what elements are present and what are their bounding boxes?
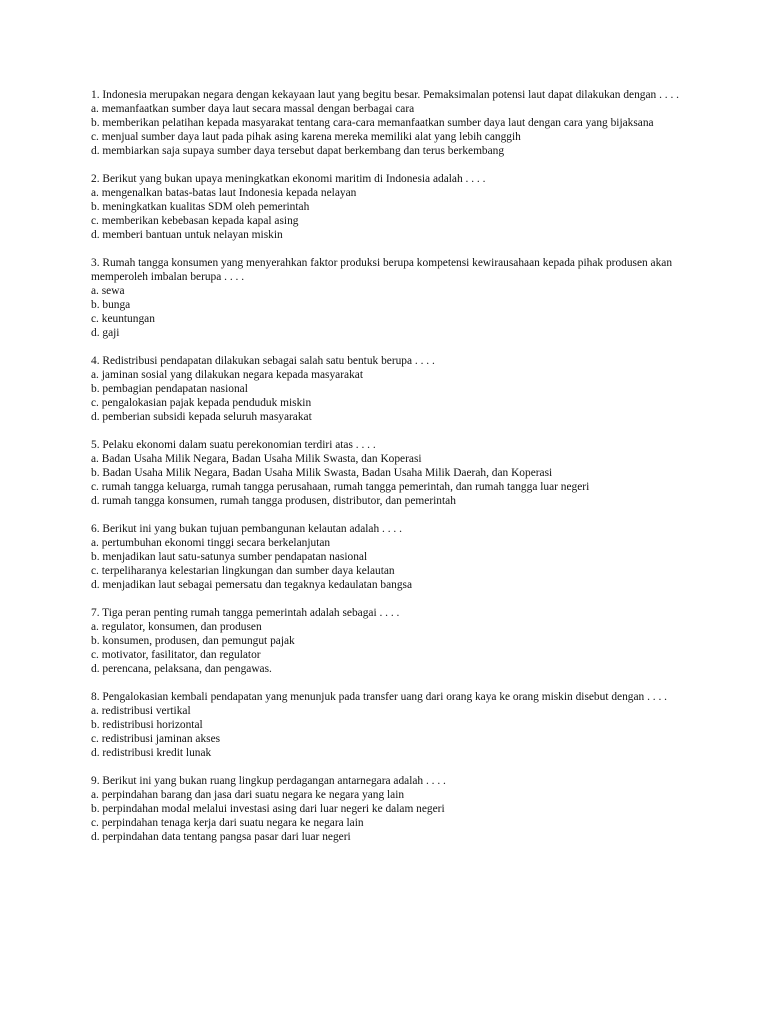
question-6 (91, 522, 711, 592)
question-stem: 3. Rumah tangga konsumen yang menyerahkan faktor produksi berupa kompetensi kewirausahaan kepada pihak produsen akan memperoleh imbalan berupa . . . . (91, 257, 673, 283)
question-4 (91, 354, 711, 424)
answer-option: a. pertumbuhan ekonomi tinggi secara berkelanjutan (91, 537, 331, 549)
question-9 (91, 774, 711, 844)
question-stem: 4. Redistribusi pendapatan dilakukan sebagai salah satu bentuk berupa . . . . (91, 355, 435, 367)
answer-option: a. Badan Usaha Milik Negara, Badan Usaha Milik Swasta, dan Koperasi (91, 453, 422, 465)
question-stem: 6. Berikut ini yang bukan tujuan pembangunan kelautan adalah . . . . (91, 523, 402, 535)
question-stem: 5. Pelaku ekonomi dalam suatu perekonomian terdiri atas . . . . (91, 439, 376, 451)
answer-option: c. motivator, fasilitator, dan regulator (91, 649, 261, 661)
answer-option: c. terpeliharanya kelestarian lingkungan dan sumber daya kelautan (91, 565, 395, 577)
answer-option: d. pemberian subsidi kepada seluruh masyarakat (91, 411, 312, 423)
answer-option: b. konsumen, produsen, dan pemungut pajak (91, 635, 295, 647)
answer-option: c. perpindahan tenaga kerja dari suatu negara ke negara lain (91, 817, 364, 829)
answer-option: b. menjadikan laut satu-satunya sumber pendapatan nasional (91, 551, 368, 563)
question-5 (91, 438, 711, 508)
answer-option: c. menjual sumber daya laut pada pihak asing karena mereka memiliki alat yang lebih canggih (91, 131, 521, 143)
question-2 (91, 172, 711, 242)
answer-option: a. perpindahan barang dan jasa dari suatu negara ke negara yang lain (91, 789, 405, 801)
answer-option: a. sewa (91, 285, 125, 297)
answer-option: d. redistribusi kredit lunak (91, 747, 212, 759)
answer-option: a. regulator, konsumen, dan produsen (91, 621, 262, 633)
answer-option: d. menjadikan laut sebagai pemersatu dan tegaknya kedaulatan bangsa (91, 579, 413, 591)
question-stem: 9. Berikut ini yang bukan ruang lingkup perdagangan antarnegara adalah . . . . (91, 775, 446, 787)
question-stem: 7. Tiga peran penting rumah tangga pemerintah adalah sebagai . . . . (91, 607, 400, 619)
answer-option: d. perpindahan data tentang pangsa pasar dari luar negeri (91, 831, 351, 843)
question-stem: 2. Berikut yang bukan upaya meningkatkan ekonomi maritim di Indonesia adalah . . . . (91, 173, 486, 185)
answer-option: b. bunga (91, 299, 131, 311)
answer-option: d. memberi bantuan untuk nelayan miskin (91, 229, 283, 241)
answer-option: a. jaminan sosial yang dilakukan negara kepada masyarakat (91, 369, 364, 381)
answer-option: a. redistribusi vertikal (91, 705, 191, 717)
answer-option: b. redistribusi horizontal (91, 719, 203, 731)
answer-option: b. memberikan pelatihan kepada masyarakat tentang cara-cara memanfaatkan sumber daya laut dengan cara yang bijaksana (91, 117, 654, 129)
question-stem: 8. Pengalokasian kembali pendapatan yang menunjuk pada transfer uang dari orang kaya ke orang miskin disebut dengan . . . . (91, 691, 668, 703)
answer-option: c. rumah tangga keluarga, rumah tangga perusahaan, rumah tangga pemerintah, dan rumah tangga luar negeri (91, 481, 590, 493)
answer-option: d. membiarkan saja supaya sumber daya tersebut dapat berkembang dan terus berkembang (91, 145, 505, 157)
question-3 (91, 256, 711, 340)
answer-option: c. redistribusi jaminan akses (91, 733, 221, 745)
question-stem: 1. Indonesia merupakan negara dengan kekayaan laut yang begitu besar. Pemaksimalan potensi laut dapat dilakukan dengan . . . . (91, 89, 680, 101)
answer-option: a. mengenalkan batas-batas laut Indonesia kepada nelayan (91, 187, 357, 199)
answer-option: b. Badan Usaha Milik Negara, Badan Usaha Milik Swasta, Badan Usaha Milik Daerah, dan Koperasi (91, 467, 553, 479)
answer-option: d. gaji (91, 327, 120, 339)
answer-option: d. rumah tangga konsumen, rumah tangga produsen, distributor, dan pemerintah (91, 495, 456, 507)
question-8 (91, 690, 711, 760)
answer-option: b. pembagian pendapatan nasional (91, 383, 248, 395)
answer-option: a. memanfaatkan sumber daya laut secara massal dengan berbagai cara (91, 103, 415, 115)
answer-option: c. pengalokasian pajak kepada penduduk miskin (91, 397, 312, 409)
answer-option: c. keuntungan (91, 313, 155, 325)
answer-option: c. memberikan kebebasan kepada kapal asing (91, 215, 299, 227)
answer-option: b. meningkatkan kualitas SDM oleh pemerintah (91, 201, 310, 213)
answer-option: b. perpindahan modal melalui investasi asing dari luar negeri ke dalam negeri (91, 803, 445, 815)
question-1 (91, 88, 711, 158)
answer-option: d. perencana, pelaksana, dan pengawas. (91, 663, 272, 675)
question-7 (91, 606, 711, 676)
question-list (91, 88, 711, 858)
